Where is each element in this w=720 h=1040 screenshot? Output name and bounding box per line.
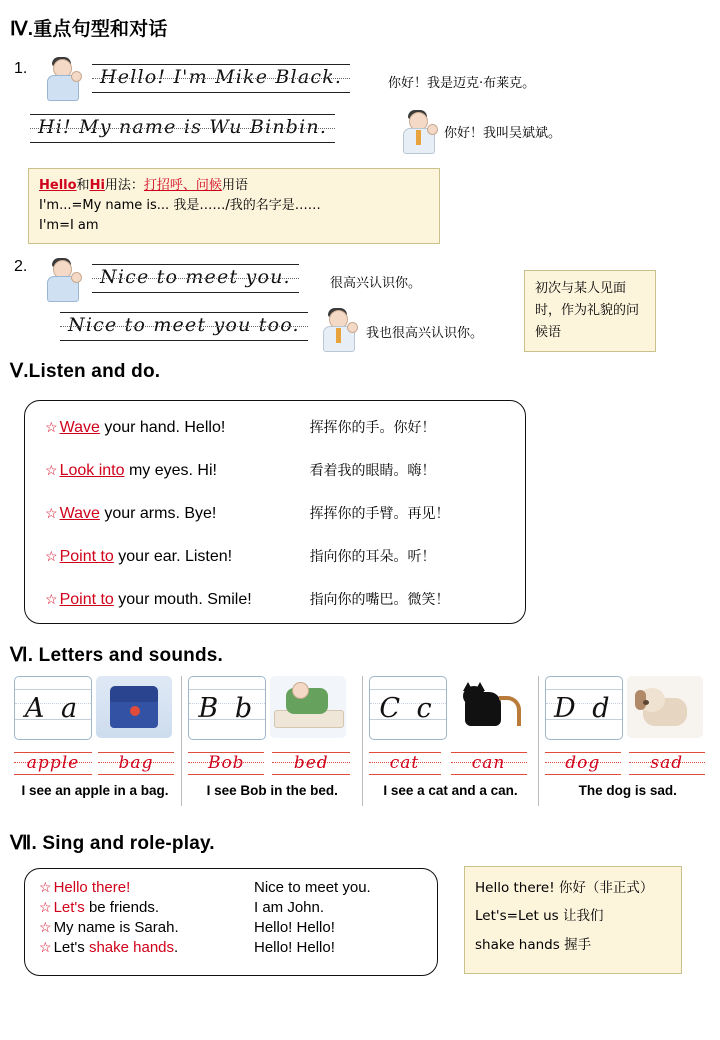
note-1-line-2: I'm...=My name is... 我是……/我的名字是…… — [39, 198, 321, 214]
listen-do-row — [45, 503, 525, 546]
letter-group-c — [369, 676, 532, 798]
picture-bag — [96, 676, 172, 738]
listen-do-chinese: 指向你的耳朵。听！ — [309, 549, 436, 565]
note-box-2 — [524, 270, 656, 352]
star-icon: ☆ — [45, 591, 58, 607]
star-icon: ☆ — [45, 462, 58, 478]
note-1-line-1: Hello和Hi用法：打招呼、问候用语 — [39, 178, 248, 193]
word-apple: apple — [14, 750, 92, 780]
sing-line-1: ☆ Hello there! — [39, 879, 131, 896]
item-2-number: 2. — [14, 258, 28, 275]
letters-and-sounds-grid — [14, 676, 710, 806]
listen-do-english: Look into my eyes. Hi! — [59, 462, 217, 479]
letter-card-d — [545, 676, 623, 740]
sentence-line-1 — [92, 62, 350, 93]
avatar-arm — [71, 272, 82, 283]
letter-c-glyph: C c — [379, 692, 436, 724]
listen-do-english: Wave your arms. Bye! — [59, 505, 217, 522]
picture-cat — [451, 676, 527, 738]
listen-do-english: Point to your ear. Listen! — [59, 548, 233, 565]
word-cat: cat — [369, 750, 441, 780]
avatar-arm — [71, 71, 82, 82]
sentence-4-translation: 我也很高兴认识你。 — [366, 326, 484, 341]
word-sad: sad — [629, 750, 705, 780]
listen-do-row — [45, 460, 525, 503]
star-icon: ☆ — [39, 919, 52, 935]
listen-do-chinese: 指向你的嘴巴。微笑！ — [309, 592, 450, 608]
sentence-3-text: Nice to meet you. — [100, 266, 291, 288]
note-3-line-2: Let's=Let us 让我们 — [475, 908, 604, 925]
letter-card-c — [369, 676, 447, 740]
letter-group-d-pictures — [545, 676, 710, 740]
sentence-c: I see a cat and a can. — [383, 783, 518, 798]
sing-line-4: ☆ Let's shake hands. — [39, 939, 179, 956]
section-5-heading: Ⅴ.Listen and do. — [10, 361, 161, 382]
sentence-line-4 — [60, 310, 308, 341]
sentence-a: I see an apple in a bag. — [21, 783, 169, 798]
letter-group-c-pictures — [369, 676, 532, 740]
divider — [538, 676, 539, 806]
section-4-heading: Ⅳ.重点句型和对话 — [10, 19, 168, 40]
note-1-line-3: I'm=I am — [39, 218, 99, 234]
word-bag: bag — [98, 750, 174, 780]
ruled-midline — [60, 326, 308, 327]
sentence-2-text: Hi! My name is Wu Binbin. — [38, 116, 328, 138]
avatar-arm — [427, 124, 438, 135]
star-icon: ☆ — [45, 548, 58, 564]
listen-do-english: Wave your hand. Hello! — [59, 419, 226, 436]
divider — [362, 676, 363, 806]
letter-d-glyph: D d — [554, 692, 614, 724]
letter-group-b-pictures — [188, 676, 355, 740]
letter-group-d — [545, 676, 710, 798]
avatar-boy-2 — [398, 108, 438, 154]
avatar-tie — [416, 130, 421, 145]
letter-b-glyph: B b — [198, 692, 257, 724]
sing-left-column — [39, 879, 254, 959]
divider — [181, 676, 182, 806]
note-2-text: 初次与某人见面时，作为礼貌的问候语 — [535, 281, 640, 341]
note-box-1 — [28, 168, 440, 244]
sentence-d: The dog is sad. — [578, 783, 677, 798]
listen-do-chinese: 看着我的眼睛。嗨！ — [309, 463, 436, 479]
sentence-4-text: Nice to meet you too. — [68, 314, 300, 336]
sing-reply-3: Hello! Hello! — [254, 919, 335, 936]
item-1-number: 1. — [14, 60, 28, 77]
listen-do-chinese: 挥挥你的手。你好！ — [309, 420, 436, 436]
sentence-line-2 — [30, 112, 335, 143]
star-icon: ☆ — [45, 419, 58, 435]
sing-reply-4: Hello! Hello! — [254, 939, 335, 956]
listen-do-row — [45, 546, 525, 589]
letter-group-b — [188, 676, 355, 798]
sentence-1-translation: 你好！我是迈克·布莱克。 — [388, 76, 536, 91]
word-bob: Bob — [188, 750, 264, 780]
listen-do-row — [45, 589, 525, 632]
avatar-boy-3 — [42, 256, 82, 302]
sentence-b: I see Bob in the bed. — [206, 783, 338, 798]
word-can: can — [451, 750, 527, 780]
letter-group-a-pictures — [14, 676, 175, 740]
sing-reply-1: Nice to meet you. — [254, 879, 371, 896]
listen-and-do-box — [24, 400, 526, 624]
star-icon: ☆ — [45, 505, 58, 521]
listen-do-english: Point to your mouth. Smile! — [59, 591, 252, 608]
sing-reply-2: I am John. — [254, 899, 325, 916]
letter-group-a — [14, 676, 175, 798]
letter-card-a — [14, 676, 92, 740]
star-icon: ☆ — [39, 899, 52, 915]
sentence-1-text: Hello! I'm Mike Black. — [100, 66, 343, 88]
avatar-tie — [336, 328, 341, 343]
word-dog: dog — [545, 750, 621, 780]
sing-right-column — [254, 879, 371, 959]
note-3-line-1: Hello there! 你好（非正式） — [475, 880, 654, 896]
avatar-arm — [347, 322, 358, 333]
avatar-boy-1 — [42, 55, 82, 101]
sing-line-3: ☆ My name is Sarah. — [39, 919, 179, 936]
picture-bed — [270, 676, 346, 738]
sing-role-play-box — [24, 868, 438, 976]
section-7-heading: Ⅶ. Sing and role-play. — [10, 833, 215, 854]
word-bed: bed — [272, 750, 350, 780]
sentence-2-translation: 你好！我叫吴斌斌。 — [444, 126, 562, 141]
note-box-3 — [464, 866, 682, 974]
ruled-midline — [92, 278, 299, 279]
letter-a-glyph: A a — [24, 692, 82, 724]
star-icon: ☆ — [39, 879, 52, 895]
picture-dog — [627, 676, 703, 738]
sentence-3-translation: 很高兴认识你。 — [330, 276, 422, 291]
section-6-heading: Ⅵ. Letters and sounds. — [10, 645, 224, 666]
sentence-line-3 — [92, 262, 299, 293]
sing-line-2: ☆ Let's be friends. — [39, 899, 159, 916]
letter-card-b — [188, 676, 266, 740]
listen-do-row — [45, 417, 525, 460]
star-icon: ☆ — [39, 939, 52, 955]
avatar-boy-4 — [318, 306, 358, 352]
listen-do-chinese: 挥挥你的手臂。再见！ — [309, 506, 450, 522]
ruled-midline — [92, 78, 350, 79]
note-3-line-3: shake hands 握手 — [475, 936, 592, 953]
ruled-midline — [30, 128, 335, 129]
